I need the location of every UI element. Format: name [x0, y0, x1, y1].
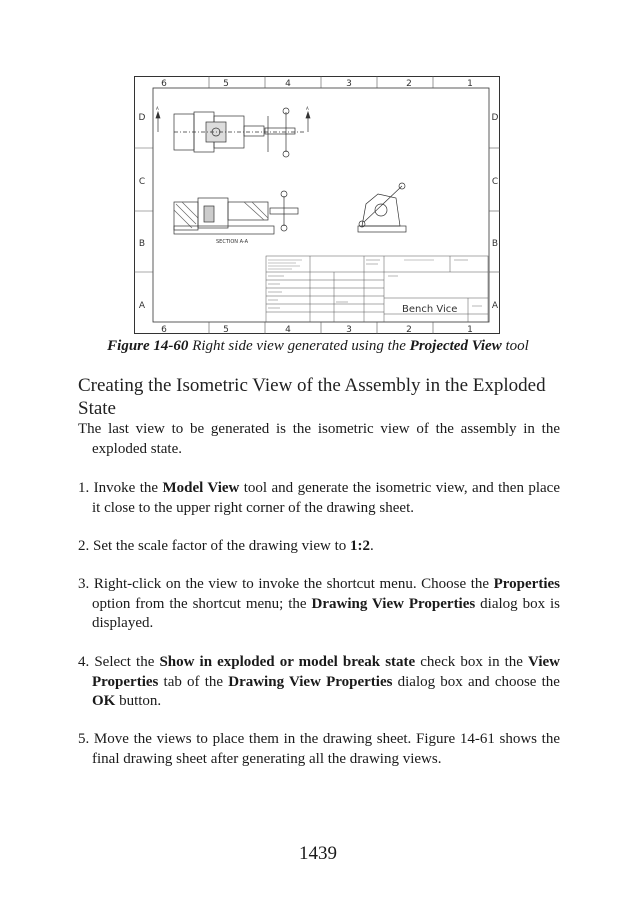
- zone-col-6-top: 6: [161, 79, 167, 89]
- zone-row-a-right: A: [491, 301, 499, 311]
- step-1-text-end: tool and generate the isometric view, and then place it close to the upper right corner of the drawing sheet.: [92, 480, 560, 516]
- step-2-scale: 1:2: [350, 538, 370, 554]
- caption-text-2: tool: [501, 338, 529, 354]
- step-4-ok: OK: [92, 693, 116, 709]
- zone-row-c-left: C: [138, 177, 146, 187]
- zone-row-a-left: A: [138, 301, 146, 311]
- zone-col-3-top: 3: [346, 79, 352, 89]
- section-mark-right: A: [306, 106, 309, 111]
- step-3-text-e: dialog box is displayed.: [92, 595, 561, 631]
- zone-col-4-top: 4: [285, 79, 291, 89]
- section-heading: Creating the Isometric View of the Assembly in the Exploded State: [78, 375, 546, 419]
- zone-col-5-bottom: 5: [223, 325, 229, 334]
- zone-col-2-bottom: 2: [406, 325, 412, 334]
- step-4: [78, 653, 560, 712]
- step-5: [78, 730, 560, 769]
- step-1-tool: Model View: [162, 480, 240, 496]
- caption-tool-name: Projected View: [409, 338, 502, 354]
- zone-row-b-right: B: [491, 239, 499, 249]
- step-3-text-c: option from the shortcut menu; the: [92, 595, 312, 612]
- step-3-text-a: 3. Right-click on the view to invoke the shortcut menu. Choose the: [78, 576, 494, 592]
- title-block-name: Bench Vice: [402, 304, 458, 315]
- zone-col-3-bottom: 3: [346, 325, 352, 334]
- zone-row-b-left: B: [138, 239, 146, 249]
- zone-col-5-top: 5: [223, 79, 229, 89]
- zone-col-1-top: 1: [467, 79, 473, 89]
- intro-paragraph: The last view to be generated is the isometric view of the assembly in the exploded state.: [78, 421, 560, 457]
- drawing-sheet-svg: [134, 76, 500, 334]
- section-label: SECTION A-A: [216, 239, 249, 245]
- zone-col-6-bottom: 6: [161, 325, 167, 334]
- step-3-properties: Properties: [493, 576, 560, 592]
- step-2-text: 2. Set the scale factor of the drawing view to: [78, 538, 350, 554]
- step-4-checkbox-name: Show in exploded or model break state: [159, 654, 416, 670]
- step-4-text-a: 4. Select the: [78, 654, 160, 670]
- step-4-text-c: check box in the: [415, 654, 529, 670]
- zone-col-2-top: 2: [406, 79, 412, 89]
- step-4-text-i: button.: [115, 693, 162, 709]
- step-1: [78, 479, 560, 518]
- figure-caption: [0, 338, 636, 355]
- section-mark-left: A: [156, 106, 159, 111]
- step-5-text: 5. Move the views to place them in the drawing sheet. Figure 14-61 shows the final drawing sheet after generating all the drawing views.: [78, 731, 560, 767]
- step-3: [78, 575, 560, 634]
- step-4-text-e: tab of the: [158, 673, 229, 690]
- step-3-dialog-name: Drawing View Properties: [311, 595, 476, 612]
- zone-row-c-right: C: [491, 177, 499, 187]
- zone-col-1-bottom: 1: [467, 325, 473, 334]
- step-4-dialog-name: Drawing View Properties: [228, 673, 393, 690]
- zone-row-d-right: D: [491, 113, 499, 123]
- step-2-text-end: .: [370, 538, 374, 554]
- page-number: 1439: [299, 843, 337, 864]
- zone-col-4-bottom: 4: [285, 325, 291, 334]
- step-4-tab-name: View Properties: [92, 654, 560, 690]
- step-2: [78, 537, 560, 557]
- caption-text-1: Right side view generated using the: [188, 338, 410, 354]
- step-4-text-g: dialog box and choose the: [392, 673, 560, 690]
- step-1-text: 1. Invoke the: [78, 480, 163, 496]
- drawing-sheet-figure: [134, 76, 500, 334]
- zone-row-d-left: D: [138, 113, 146, 123]
- figure-number: Figure 14-60: [107, 338, 189, 354]
